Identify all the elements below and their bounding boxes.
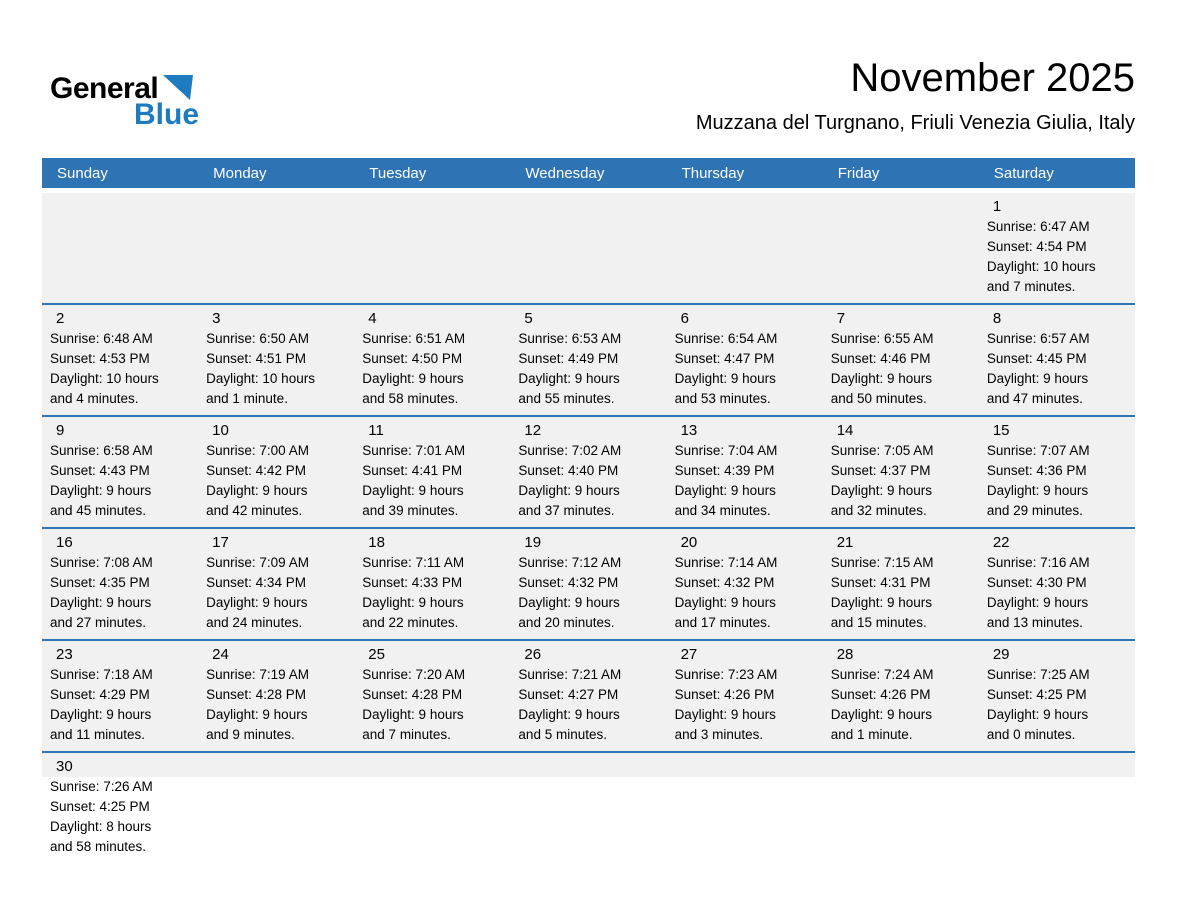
day-detail-line: and 58 minutes. [362, 391, 459, 406]
week-row-5 [42, 639, 1135, 751]
day-detail-line: Sunset: 4:28 PM [206, 687, 306, 702]
day-cell-24 [198, 641, 354, 751]
weekday-header-monday: Monday [213, 164, 267, 182]
day-number: 26 [524, 646, 542, 663]
day-number: 17 [212, 534, 229, 551]
day-detail-line: Sunrise: 6:55 AM [830, 331, 934, 346]
week-row-6 [42, 751, 1135, 863]
day-detail-line: Sunrise: 7:01 AM [362, 443, 466, 458]
day-number: 7 [836, 310, 846, 327]
day-detail-line: and 1 minute. [206, 391, 288, 406]
weekday-header-sunday: Sunday [57, 164, 108, 182]
title-block [696, 56, 1135, 135]
day-detail-line: Sunrise: 7:21 AM [518, 667, 622, 682]
day-detail-line: Sunrise: 6:54 AM [674, 331, 778, 346]
day-number: 6 [680, 310, 689, 327]
day-detail-line: Sunrise: 7:14 AM [674, 555, 778, 570]
day-number: 22 [992, 534, 1010, 551]
day-cell-25 [354, 641, 510, 751]
day-cell-3 [198, 305, 354, 415]
day-detail-line: Sunrise: 6:58 AM [50, 443, 153, 458]
day-detail-line: Daylight: 9 hours [986, 371, 1089, 386]
day-detail-line: Sunset: 4:25 PM [986, 687, 1087, 702]
day-detail-line: Sunset: 4:34 PM [206, 575, 306, 590]
day-detail-line: Daylight: 9 hours [518, 595, 620, 610]
day-number: 8 [992, 310, 1002, 327]
day-cell-13 [667, 417, 823, 527]
day-detail-line: and 32 minutes. [830, 503, 927, 518]
day-detail-line: and 50 minutes. [830, 391, 927, 406]
day-detail-line: Sunset: 4:29 PM [50, 687, 150, 702]
day-detail-line: Sunset: 4:46 PM [830, 351, 931, 366]
weekday-header-saturday: Saturday [993, 164, 1054, 182]
day-detail-line: Sunset: 4:50 PM [362, 351, 463, 366]
day-detail-line: Daylight: 9 hours [830, 707, 933, 722]
day-number: 2 [56, 310, 65, 327]
day-detail-line: Sunrise: 6:53 AM [518, 331, 622, 346]
day-cell-empty [510, 193, 666, 303]
day-detail-line: Daylight: 9 hours [206, 707, 308, 722]
day-detail-line: and 39 minutes. [362, 503, 459, 518]
day-detail-line: and 4 minutes. [50, 391, 139, 406]
day-cell-7 [823, 305, 979, 415]
day-detail-line: Sunset: 4:40 PM [518, 463, 619, 478]
day-detail-line: Sunset: 4:26 PM [674, 687, 775, 702]
day-detail-line: and 5 minutes. [518, 727, 607, 742]
day-cell-28 [823, 641, 979, 751]
day-detail-line: and 42 minutes. [206, 503, 303, 518]
day-detail-line: Daylight: 9 hours [362, 707, 464, 722]
page-title: November 2025 [850, 56, 1135, 100]
day-detail-line: Sunrise: 7:08 AM [50, 555, 153, 570]
day-detail-line: Sunrise: 7:04 AM [674, 443, 778, 458]
day-cell-empty [42, 193, 198, 303]
day-detail-line: and 0 minutes. [986, 727, 1076, 742]
day-cell-14 [823, 417, 979, 527]
day-detail-line: Sunset: 4:51 PM [206, 351, 306, 366]
logo-text-general: General [50, 72, 159, 105]
day-detail-line: Daylight: 9 hours [206, 595, 308, 610]
day-cell-empty [823, 753, 979, 863]
day-detail-line: Sunset: 4:45 PM [986, 351, 1087, 366]
day-cell-empty [667, 753, 823, 863]
day-cell-15 [979, 417, 1135, 527]
day-detail-line: and 1 minute. [830, 727, 913, 742]
day-detail-line: Sunrise: 7:25 AM [986, 667, 1090, 682]
calendar [42, 158, 1135, 863]
day-number: 20 [680, 534, 698, 551]
day-detail-line: Sunset: 4:26 PM [830, 687, 931, 702]
day-cell-empty [667, 193, 823, 303]
week-row-4 [42, 527, 1135, 639]
day-detail-line: Daylight: 9 hours [674, 595, 776, 610]
day-detail-line: Daylight: 9 hours [986, 707, 1089, 722]
day-number: 16 [56, 534, 73, 551]
logo [50, 74, 270, 136]
day-detail-line: Sunrise: 7:24 AM [830, 667, 934, 682]
day-detail-line: and 29 minutes. [986, 503, 1083, 518]
calendar-grid [42, 193, 1135, 863]
day-detail-line: and 11 minutes. [50, 727, 146, 742]
day-detail-line: Sunset: 4:36 PM [986, 463, 1087, 478]
day-detail-line: Sunrise: 6:57 AM [986, 331, 1090, 346]
day-detail-line: and 27 minutes. [50, 615, 147, 630]
day-detail-line: Sunrise: 6:48 AM [50, 331, 153, 346]
day-cell-21 [823, 529, 979, 639]
day-number: 10 [212, 422, 229, 439]
day-detail-line: and 58 minutes. [50, 839, 147, 854]
day-number: 3 [212, 310, 221, 327]
day-detail-line: Sunrise: 7:15 AM [830, 555, 934, 570]
day-cell-8 [979, 305, 1135, 415]
day-detail-line: Sunset: 4:27 PM [518, 687, 619, 702]
day-detail-line: Daylight: 9 hours [50, 483, 152, 498]
day-detail-line: Daylight: 10 hours [50, 371, 159, 386]
day-cell-empty [198, 753, 354, 863]
day-cell-30 [42, 753, 198, 863]
day-cell-26 [510, 641, 666, 751]
day-cell-16 [42, 529, 198, 639]
week-row-3 [42, 415, 1135, 527]
day-detail-line: and 24 minutes. [206, 615, 303, 630]
day-detail-line: Sunset: 4:35 PM [50, 575, 150, 590]
day-number: 5 [524, 310, 533, 327]
day-cell-4 [354, 305, 510, 415]
day-detail-line: Sunset: 4:30 PM [986, 575, 1087, 590]
day-detail-line: and 22 minutes. [362, 615, 459, 630]
day-cell-5 [510, 305, 666, 415]
day-detail-line: Sunrise: 7:19 AM [206, 667, 309, 682]
day-detail-line: Sunrise: 7:26 AM [50, 779, 153, 794]
day-detail-line: Sunset: 4:53 PM [50, 351, 150, 366]
day-detail-line: Daylight: 9 hours [50, 707, 152, 722]
day-number: 30 [56, 758, 73, 775]
day-number: 1 [992, 198, 1002, 215]
day-detail-line: Sunrise: 7:00 AM [206, 443, 309, 458]
day-detail-line: Daylight: 9 hours [830, 483, 933, 498]
day-detail-line: Daylight: 9 hours [674, 371, 776, 386]
day-number: 28 [836, 646, 854, 663]
day-cell-1 [979, 193, 1135, 303]
day-detail-line: Sunset: 4:47 PM [674, 351, 775, 366]
day-detail-line: Daylight: 9 hours [674, 707, 776, 722]
day-detail-line: Sunset: 4:32 PM [674, 575, 775, 590]
day-detail-line: and 13 minutes. [986, 615, 1083, 630]
day-number: 13 [680, 422, 698, 439]
day-cell-empty [979, 753, 1135, 863]
day-detail-line: Daylight: 9 hours [518, 707, 620, 722]
day-detail-line: and 45 minutes. [50, 503, 147, 518]
day-detail-line: Daylight: 9 hours [830, 595, 933, 610]
day-detail-line: Sunrise: 7:05 AM [830, 443, 934, 458]
day-cell-empty [354, 193, 510, 303]
day-detail-line: and 37 minutes. [518, 503, 615, 518]
day-detail-line: and 55 minutes. [518, 391, 615, 406]
day-detail-line: Sunrise: 6:47 AM [986, 219, 1090, 234]
day-number: 23 [56, 646, 73, 663]
day-number: 21 [836, 534, 854, 551]
day-cell-6 [667, 305, 823, 415]
weekday-header-friday: Friday [837, 164, 880, 182]
day-detail-line: Sunrise: 6:50 AM [206, 331, 309, 346]
day-detail-line: Sunset: 4:37 PM [830, 463, 931, 478]
day-cell-empty [510, 753, 666, 863]
day-detail-line: Sunrise: 7:02 AM [518, 443, 622, 458]
weekday-header-row [42, 158, 1135, 188]
day-detail-line: Sunrise: 7:23 AM [674, 667, 778, 682]
day-cell-12 [510, 417, 666, 527]
day-detail-line: Daylight: 8 hours [50, 819, 152, 834]
day-cell-17 [198, 529, 354, 639]
logo-text-blue: Blue [134, 98, 200, 131]
day-detail-line: Daylight: 10 hours [986, 259, 1096, 274]
day-detail-line: and 7 minutes. [986, 279, 1076, 294]
page-subtitle: Muzzana del Turgnano, Friuli Venezia Giulia, Italy [695, 112, 1135, 134]
day-detail-line: Sunrise: 7:20 AM [362, 667, 466, 682]
day-number: 14 [836, 422, 854, 439]
day-detail-line: Sunset: 4:49 PM [518, 351, 619, 366]
day-detail-line: Sunset: 4:54 PM [986, 239, 1087, 254]
weekday-header-thursday: Thursday [681, 164, 745, 182]
day-detail-line: and 7 minutes. [362, 727, 451, 742]
day-detail-line: Daylight: 10 hours [206, 371, 315, 386]
day-detail-line: Sunrise: 7:09 AM [206, 555, 309, 570]
day-detail-line: Daylight: 9 hours [518, 483, 620, 498]
weekday-header-wednesday: Wednesday [525, 164, 605, 182]
day-detail-line: Sunset: 4:31 PM [830, 575, 931, 590]
weekday-header-tuesday: Tuesday [369, 164, 427, 182]
day-detail-line: and 20 minutes. [518, 615, 615, 630]
day-detail-line: Sunrise: 7:16 AM [986, 555, 1090, 570]
day-cell-18 [354, 529, 510, 639]
day-detail-line: Sunrise: 7:12 AM [518, 555, 622, 570]
day-detail-line: and 34 minutes. [674, 503, 771, 518]
day-detail-line: Sunrise: 6:51 AM [362, 331, 466, 346]
day-number: 27 [680, 646, 698, 663]
day-number: 29 [992, 646, 1010, 663]
day-detail-line: Daylight: 9 hours [830, 371, 933, 386]
day-detail-line: Daylight: 9 hours [986, 595, 1089, 610]
day-number: 9 [56, 422, 65, 439]
day-cell-20 [667, 529, 823, 639]
day-cell-27 [667, 641, 823, 751]
day-detail-line: Sunset: 4:25 PM [50, 799, 150, 814]
day-number: 15 [992, 422, 1010, 439]
day-cell-19 [510, 529, 666, 639]
day-detail-line: and 17 minutes. [674, 615, 771, 630]
day-detail-line: Daylight: 9 hours [362, 483, 464, 498]
day-detail-line: Sunset: 4:42 PM [206, 463, 306, 478]
day-number: 25 [368, 646, 385, 663]
day-number: 19 [524, 534, 542, 551]
day-detail-line: Sunrise: 7:18 AM [50, 667, 153, 682]
day-cell-empty [354, 753, 510, 863]
day-detail-line: Daylight: 9 hours [674, 483, 776, 498]
day-detail-line: Sunset: 4:28 PM [362, 687, 463, 702]
week-row-2 [42, 303, 1135, 415]
day-cell-10 [198, 417, 354, 527]
day-detail-line: Daylight: 9 hours [518, 371, 620, 386]
day-detail-line: and 15 minutes. [830, 615, 927, 630]
day-detail-line: Daylight: 9 hours [50, 595, 152, 610]
day-detail-line: Daylight: 9 hours [206, 483, 308, 498]
day-cell-empty [198, 193, 354, 303]
day-number: 12 [524, 422, 542, 439]
day-cell-11 [354, 417, 510, 527]
day-detail-line: and 3 minutes. [674, 727, 764, 742]
day-cell-9 [42, 417, 198, 527]
day-detail-line: Sunset: 4:39 PM [674, 463, 775, 478]
day-cell-22 [979, 529, 1135, 639]
day-number: 24 [212, 646, 229, 663]
day-detail-line: Sunset: 4:43 PM [50, 463, 150, 478]
day-detail-line: Sunset: 4:32 PM [518, 575, 619, 590]
day-number: 4 [368, 310, 377, 327]
day-number: 18 [368, 534, 385, 551]
day-cell-empty [823, 193, 979, 303]
day-cell-29 [979, 641, 1135, 751]
day-detail-line: Sunrise: 7:07 AM [986, 443, 1090, 458]
day-detail-line: Sunset: 4:41 PM [362, 463, 463, 478]
day-detail-line: and 9 minutes. [206, 727, 295, 742]
day-detail-line: Daylight: 9 hours [986, 483, 1089, 498]
day-detail-line: Sunset: 4:33 PM [362, 575, 463, 590]
day-detail-line: Sunrise: 7:11 AM [362, 555, 465, 570]
day-detail-line: Daylight: 9 hours [362, 595, 464, 610]
day-number: 11 [368, 422, 384, 439]
day-detail-line: and 53 minutes. [674, 391, 771, 406]
day-cell-23 [42, 641, 198, 751]
day-detail-line: Daylight: 9 hours [362, 371, 464, 386]
day-detail-line: and 47 minutes. [986, 391, 1083, 406]
week-row-1 [42, 193, 1135, 303]
day-cell-2 [42, 305, 198, 415]
